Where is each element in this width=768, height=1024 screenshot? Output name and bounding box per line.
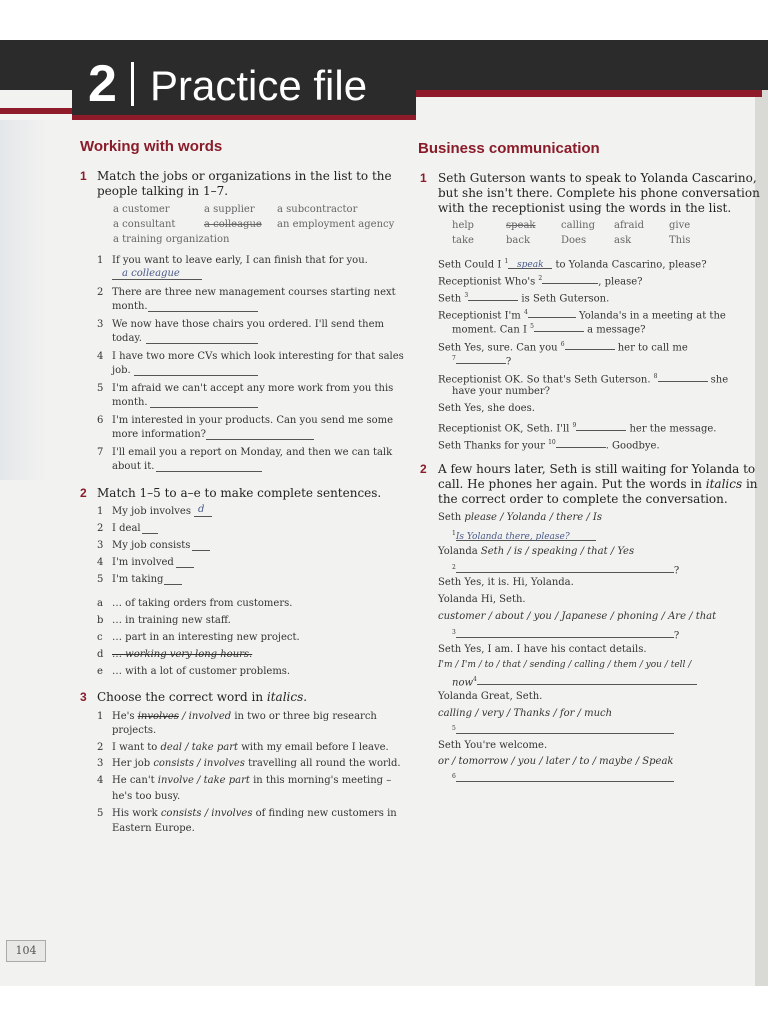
word-list-item: a training organization [113, 234, 230, 245]
item-text: month. [112, 301, 148, 312]
dialogue-line: Yolanda Hi, Seth. [438, 594, 526, 605]
answer-blank[interactable] [565, 339, 615, 350]
page-title: Practice file [150, 62, 368, 109]
answer-line[interactable] [150, 406, 258, 408]
item-text: month. [112, 397, 148, 408]
item-text: There are three new management courses starting next [112, 287, 396, 298]
item-text: My job consists [112, 540, 191, 551]
word-list-item: a supplier [204, 204, 255, 215]
section-title-business-communication: Business communication [418, 140, 600, 157]
scrambled-words: customer / about / you / Japanese / phoning / Are / that [438, 611, 717, 622]
dialogue-line: Seth Could I $^1$ speak to Yolanda Cascarino, please? [438, 258, 707, 271]
item-number: 3 [97, 540, 104, 551]
ending-text-used: … working very long hours. [112, 649, 253, 660]
answer-blank[interactable] [542, 273, 598, 284]
dialogue-line: Receptionist OK. So that's Seth Guterson. $^8$ she [438, 373, 729, 386]
answer-line[interactable]: now$^4$ [452, 673, 697, 690]
item-number: 1 [97, 506, 104, 517]
item-number: 5 [97, 808, 104, 819]
choice-word[interactable]: involves [211, 808, 253, 819]
page-number: 104 [6, 940, 46, 962]
word-list-item: a customer [113, 204, 170, 215]
ending-text: … with a lot of customer problems. [112, 666, 291, 677]
answer-line[interactable]: $^2$ ? [452, 564, 680, 577]
header-rule-right [416, 90, 762, 97]
scrambled-words: or / tomorrow / you / later / to / maybe / Speak [438, 756, 674, 767]
choice-word[interactable]: consists [153, 758, 194, 769]
dialogue-line: Yolanda Great, Seth. [438, 691, 543, 702]
choice-word[interactable]: involved [188, 711, 232, 722]
item-number: 1 [97, 711, 104, 722]
answer-blank[interactable] [658, 371, 708, 382]
item-text: he's too busy. [112, 791, 181, 802]
item-number: 5 [97, 383, 104, 394]
dialogue-line: Seth $^3$ is Seth Guterson. [438, 292, 610, 305]
title-rule [72, 115, 416, 120]
item-text: job. [112, 365, 131, 376]
item-number: 2 [97, 523, 104, 534]
exercise-instruction: Seth Guterson wants to speak to Yolanda Cascarino, but she isn't there. Complete his phone conversation with the receptionist using the words in the list. [438, 171, 760, 215]
exercise-number: 2 [80, 486, 87, 500]
item-number: 4 [97, 351, 104, 362]
item-number: 2 [97, 742, 104, 753]
item-number: 5 [97, 574, 104, 585]
answer-line[interactable] [176, 566, 194, 568]
item-text: I'll email you a report on Monday, and then we can talk [112, 447, 393, 458]
item-text: My job involves [112, 506, 191, 517]
dialogue-line: $^7$ ? [452, 355, 512, 368]
item-text: His work consists / involves of finding new customers in [112, 808, 397, 819]
item-text: He can't involve / take part in this morning's meeting – [112, 775, 392, 786]
word-list-item: an employment agency [277, 219, 395, 230]
answer-line[interactable] [206, 438, 314, 440]
side-tab [0, 120, 48, 480]
word-list-item: Does [561, 235, 587, 246]
exercise-instruction: Match 1–5 to a–e to make complete sentences. [97, 486, 382, 500]
choice-word[interactable]: involves [137, 711, 179, 722]
ending-text: … part in an interesting new project. [112, 632, 300, 643]
item-text: I'm involved [112, 557, 174, 568]
exercise-instruction: A few hours later, Seth is still waiting for Yolanda to call. He phones her again. Put the words in italics in the correct order to complete the conversation. [438, 462, 758, 506]
answer-line[interactable]: 6 [452, 770, 674, 787]
dialogue-line: Seth Yes, she does. [438, 403, 535, 414]
item-number: 3 [97, 758, 104, 769]
answer-line [112, 278, 202, 280]
dialogue-line: Seth You're welcome. [438, 740, 548, 751]
choice-word[interactable]: involves [203, 758, 245, 769]
answer-line[interactable] [142, 532, 158, 534]
answer-line: $^1$Is Yolanda there, please? [452, 527, 596, 544]
scrambled-words: I'm / I'm / to / that / sending / calling / them / you / tell / [438, 660, 692, 670]
ending-letter: d [97, 649, 104, 660]
item-number: 6 [97, 415, 104, 426]
word-list-item-used: a colleague [204, 219, 262, 230]
word-list-item: a consultant [113, 219, 176, 230]
answer-line[interactable] [164, 583, 182, 585]
item-text: I'm interested in your products. Can you send me some [112, 415, 394, 426]
example-answer: a colleague [122, 268, 180, 279]
choice-word[interactable]: involve [157, 775, 194, 786]
word-list-item: ask [614, 235, 632, 246]
word-list-item: This [669, 235, 691, 246]
exercise-number: 3 [80, 690, 87, 704]
choice-word[interactable]: take part [203, 775, 250, 786]
answer-line[interactable]: 5 [452, 722, 674, 739]
answer-line[interactable] [192, 549, 210, 551]
exercise-number: 2 [420, 462, 427, 476]
ending-letter: a [97, 598, 103, 609]
dialogue-line: Receptionist I'm $^4$ Yolanda's in a meeting at the [438, 309, 726, 322]
word-list-item: give [669, 220, 691, 231]
item-text: We now have those chairs you ordered. I'll send them [112, 319, 384, 330]
item-text: projects. [112, 725, 157, 736]
answer-blank[interactable] [456, 353, 506, 364]
word-list-item: take [452, 235, 474, 246]
answer-blank[interactable] [534, 321, 584, 332]
ending-letter: e [97, 666, 103, 677]
item-text: Eastern Europe. [112, 823, 195, 834]
example-answer: d [198, 504, 205, 515]
item-number: 3 [97, 319, 104, 330]
exercise-instruction: Match the jobs or organizations in the list to the people talking in 1–7. [97, 169, 392, 198]
dialogue-line: Receptionist OK, Seth. I'll $^9$ her the message. [438, 422, 717, 435]
answer-blank[interactable] [556, 437, 606, 448]
item-text: about it. [112, 461, 155, 472]
item-text: today. [112, 333, 142, 344]
dialogue-line: Receptionist Who's $^2$ , please? [438, 275, 643, 288]
unit-number: 2 [88, 55, 117, 113]
item-text: I want to deal / take part with my email before I leave. [112, 742, 389, 753]
ending-text: … of taking orders from customers. [112, 598, 293, 609]
answer-line[interactable] [146, 342, 258, 344]
dialogue-line: Seth Yes, I am. I have his contact details. [438, 644, 647, 655]
word-list-item: back [506, 235, 531, 246]
dialogue-line: Yolanda Seth / is / speaking / that / Yes [438, 546, 635, 557]
word-list-item-used: speak [506, 220, 536, 231]
dialogue-line: Seth Yes, it is. Hi, Yolanda. [438, 577, 574, 588]
dialogue-line: moment. Can I $^5$ a message? [452, 323, 646, 336]
item-number: 4 [97, 775, 104, 786]
title-divider [131, 62, 134, 106]
answer-blank[interactable] [528, 307, 576, 318]
word-list-item: help [452, 220, 474, 231]
item-text: more information? [112, 429, 207, 440]
item-text: I have two more CVs which look interesting for that sales [112, 351, 404, 362]
exercise-number: 1 [80, 169, 87, 183]
ending-letter: c [97, 632, 103, 643]
word-list-item: a subcontractor [277, 204, 358, 215]
header-rule-left [0, 108, 72, 114]
item-text: He's involves / involved in two or three big research [112, 711, 377, 722]
answer-blank[interactable] [576, 420, 626, 431]
choice-word[interactable]: take part [191, 742, 239, 753]
dialogue-line: Seth Yes, sure. Can you $^6$ her to call me [438, 341, 688, 354]
word-list-item: afraid [614, 220, 645, 231]
ending-text: … in training new staff. [112, 615, 231, 626]
item-number: 1 [97, 255, 104, 266]
scrambled-words: calling / very / Thanks / for / much [438, 708, 613, 719]
item-number: 4 [97, 557, 104, 568]
item-text: Her job consists / involves travelling all round the world. [112, 758, 401, 769]
answer-line[interactable]: $^3$ ? [452, 629, 680, 642]
answer-line [194, 515, 212, 517]
choice-word[interactable]: deal [160, 742, 182, 753]
dialogue-line: Seth Thanks for your $^{10}$ . Goodbye. [438, 439, 660, 452]
item-text: If you want to leave early, I can finish that for you. [112, 255, 368, 266]
item-text: I'm taking [112, 574, 164, 585]
dialogue-line: Seth please / Yolanda / there / Is [438, 512, 603, 523]
item-text: I'm afraid we can't accept any more work from you this [112, 383, 394, 394]
dialogue-line: have your number? [452, 386, 551, 397]
item-number: 7 [97, 447, 104, 458]
ending-letter: b [97, 615, 104, 626]
section-title-working-with-words: Working with words [80, 138, 223, 155]
exercise-number: 1 [420, 171, 427, 185]
answer-blank[interactable] [468, 290, 518, 301]
exercise-instruction: Choose the correct word in italics. [97, 690, 308, 704]
item-text: I deal [112, 523, 141, 534]
item-number: 2 [97, 287, 104, 298]
answer-line[interactable] [156, 470, 262, 472]
word-list-item: calling [561, 220, 595, 231]
choice-word[interactable]: consists [160, 808, 202, 819]
answer-line[interactable] [148, 310, 258, 312]
answer-line[interactable] [134, 374, 258, 376]
